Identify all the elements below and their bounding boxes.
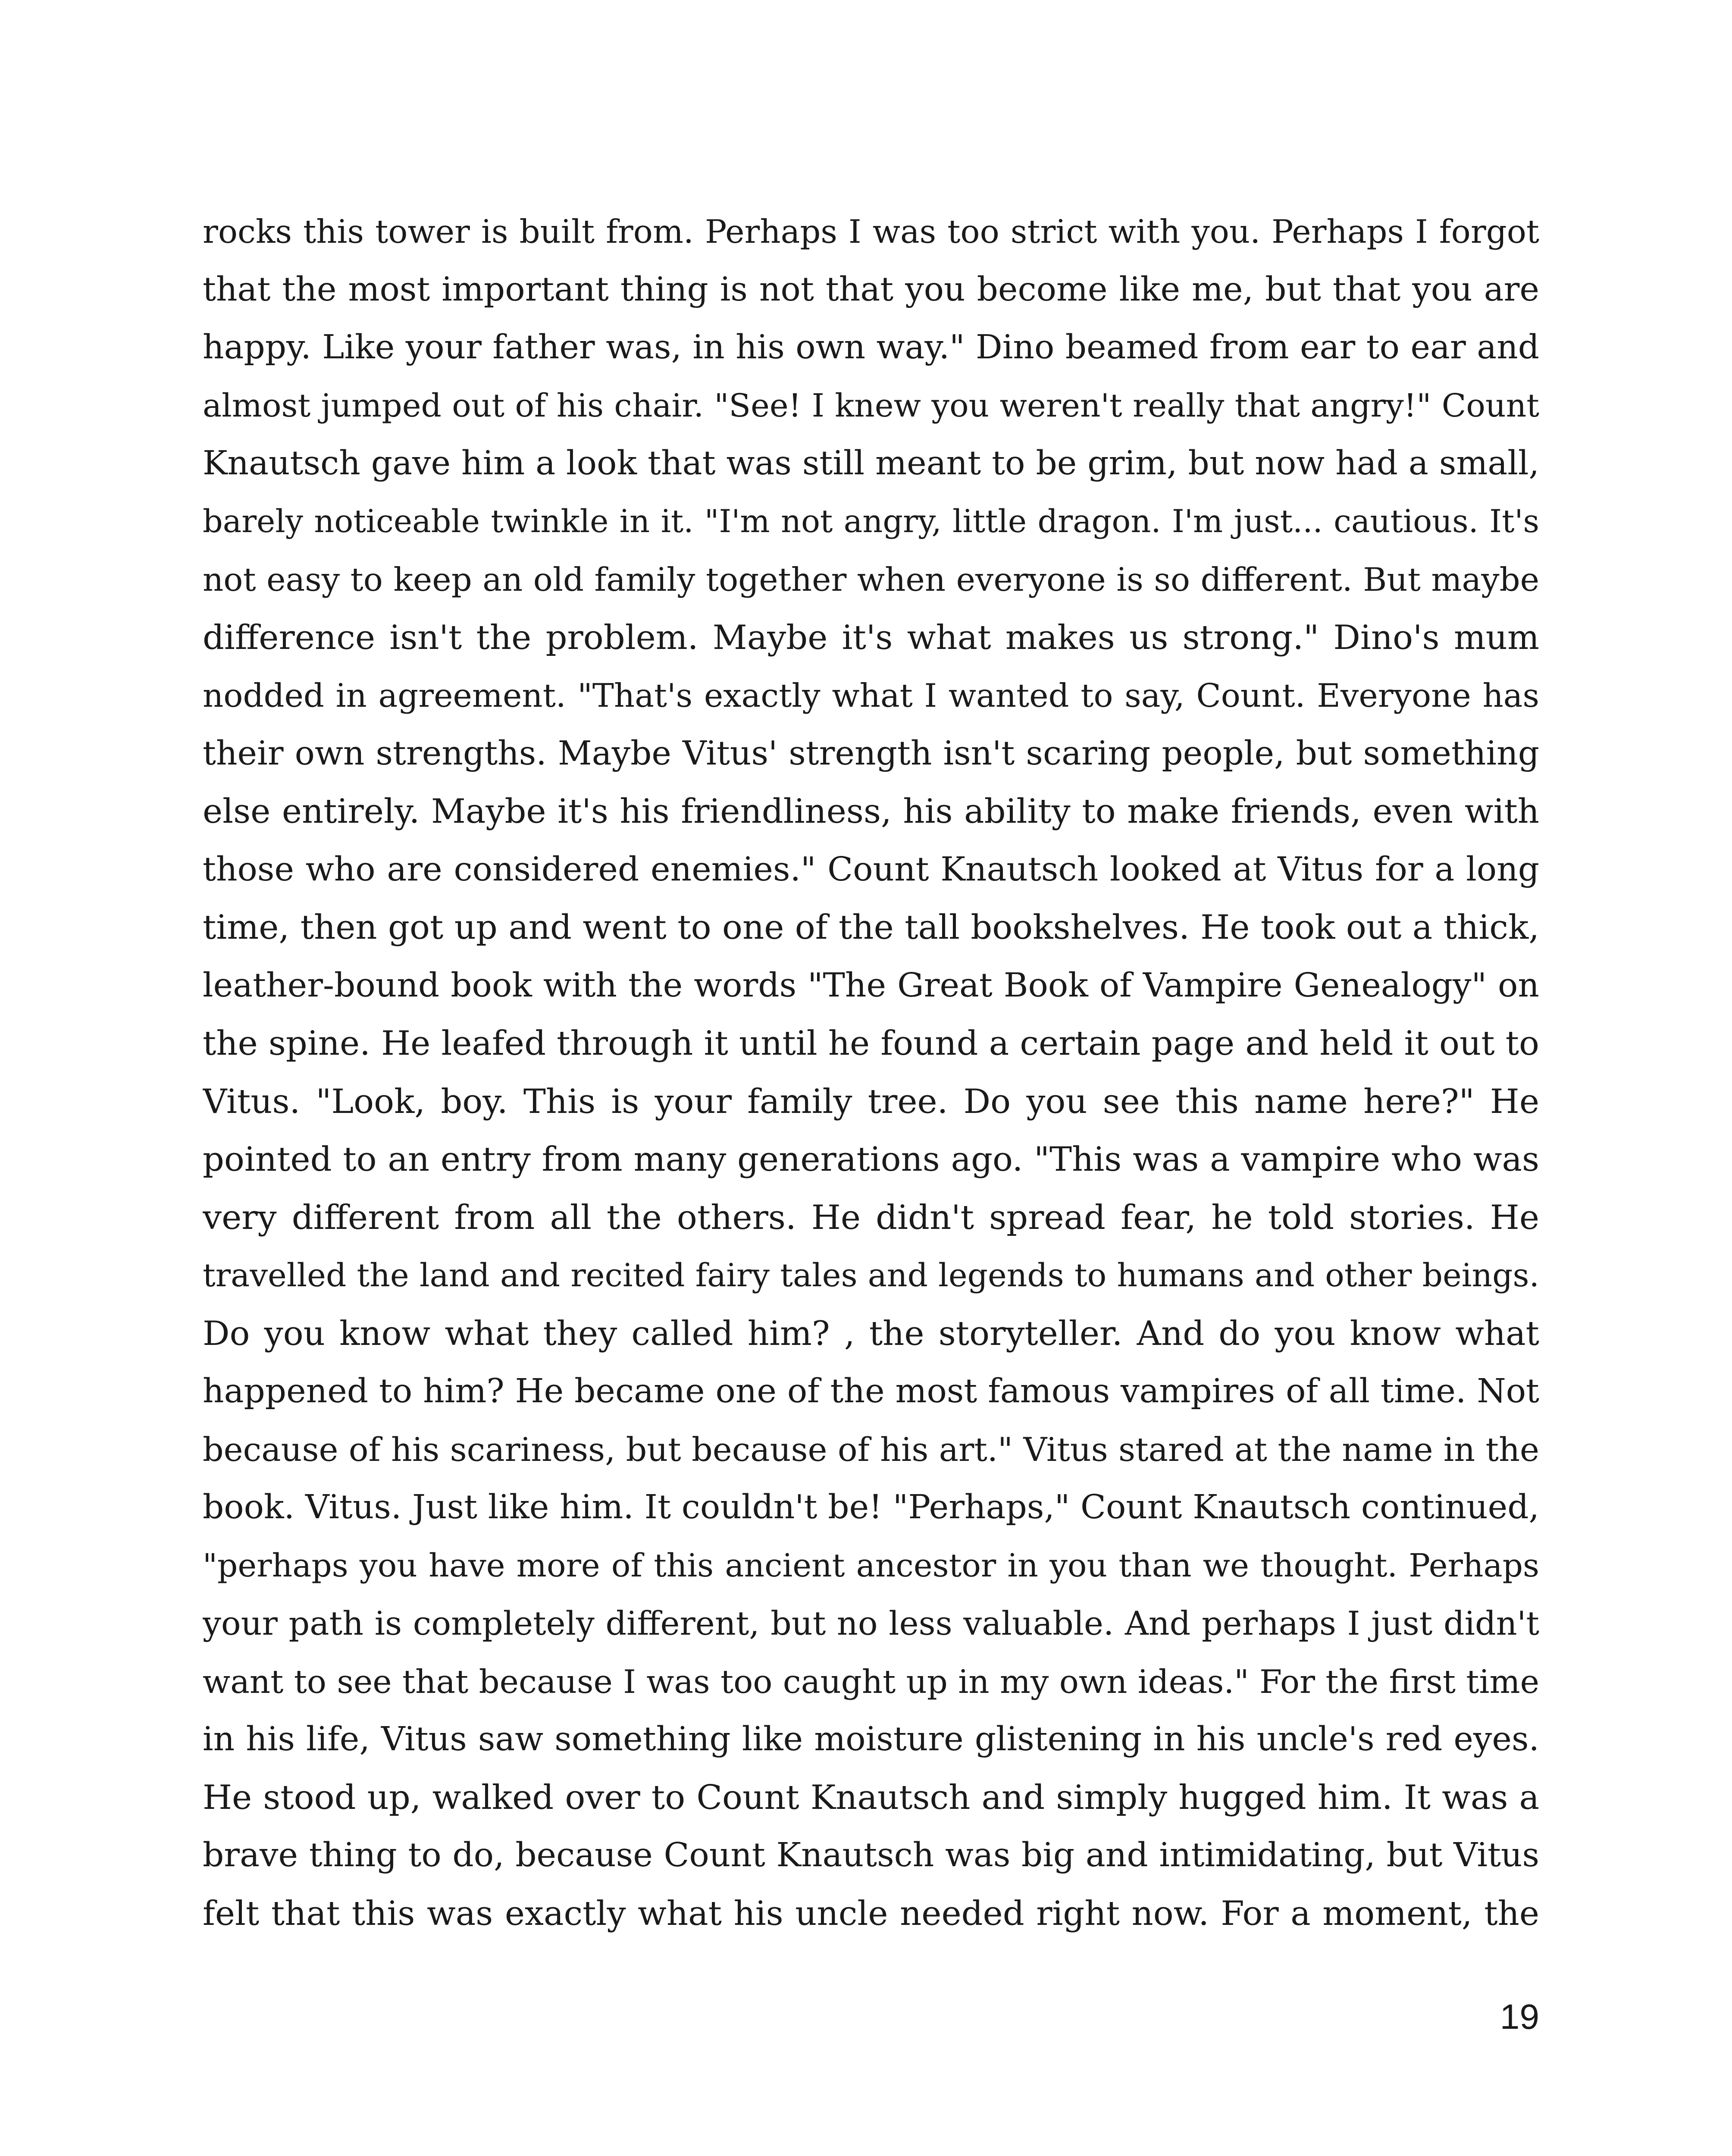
text-line: Do you know what they called him? , the storyteller. And do you know what [203,1314,1539,1353]
text-line: time, then got up and went to one of the tall bookshelves. He took out a thick, [203,908,1539,947]
text-line: the spine. He leafed through it until he found a certain page and held it out to [203,1024,1539,1063]
text-line: "perhaps you have more of this ancient ancestor in you than we thought. Perhaps [203,1547,1539,1584]
text-line: those who are considered enemies." Count Knautsch looked at Vitus for a long [203,850,1539,889]
text-line: want to see that because I was too caught up in my own ideas." For the first time [203,1662,1539,1701]
text-line: brave thing to do, because Count Knautsch was big and intimidating, but Vitus [203,1836,1539,1874]
text-line: pointed to an entry from many generations ago. "This was a vampire who was [203,1140,1539,1179]
text-line: that the most important thing is not that you become like me, but that you are [203,270,1539,309]
text-line: your path is completely different, but no less valuable. And perhaps I just didn't [203,1604,1539,1642]
text-line: barely noticeable twinkle in it. "I'm not angry, little dragon. I'm just... cautious. It's [203,503,1539,540]
text-line: felt that this was exactly what his uncle needed right now. For a moment, the [203,1894,1539,1933]
body-paragraph [203,203,1539,1943]
text-line: not easy to keep an old family together when everyone is so different. But maybe [203,561,1539,599]
page-number: 19 [1500,1997,1539,2037]
text-line: nodded in agreement. "That's exactly what I wanted to say, Count. Everyone has [203,677,1539,714]
text-line: Knautsch gave him a look that was still meant to be grim, but now had a small, [203,444,1539,483]
text-line: rocks this tower is built from. Perhaps I was too strict with you. Perhaps I forgot [203,213,1539,251]
text-line: happened to him? He became one of the most famous vampires of all time. Not [203,1372,1539,1410]
text-line: leather-bound book with the words "The Great Book of Vampire Genealogy" on [203,966,1539,1005]
text-line: because of his scariness, but because of his art." Vitus stared at the name in the [203,1430,1539,1469]
text-line: almost jumped out of his chair. "See! I knew you weren't really that angry!" Count [203,387,1539,424]
text-line: their own strengths. Maybe Vitus' strength isn't scaring people, but something [203,734,1539,773]
text-line: else entirely. Maybe it's his friendliness, his ability to make friends, even with [203,792,1539,831]
text-line: very different from all the others. He didn't spread fear, he told stories. He [203,1198,1539,1237]
text-line: happy. Like your father was, in his own way." Dino beamed from ear to ear and [203,328,1539,367]
text-line: in his life, Vitus saw something like moisture glistening in his uncle's red eyes. [203,1720,1539,1758]
text-line: difference isn't the problem. Maybe it's what makes us strong." Dino's mum [203,618,1539,657]
text-line: He stood up, walked over to Count Knautsch and simply hugged him. It was a [203,1778,1539,1817]
text-line: Vitus. "Look, boy. This is your family tree. Do you see this name here?" He [203,1082,1539,1121]
text-line: travelled the land and recited fairy tales and legends to humans and other beings. [203,1257,1539,1294]
text-line: book. Vitus. Just like him. It couldn't be! "Perhaps," Count Knautsch continued, [203,1488,1539,1526]
